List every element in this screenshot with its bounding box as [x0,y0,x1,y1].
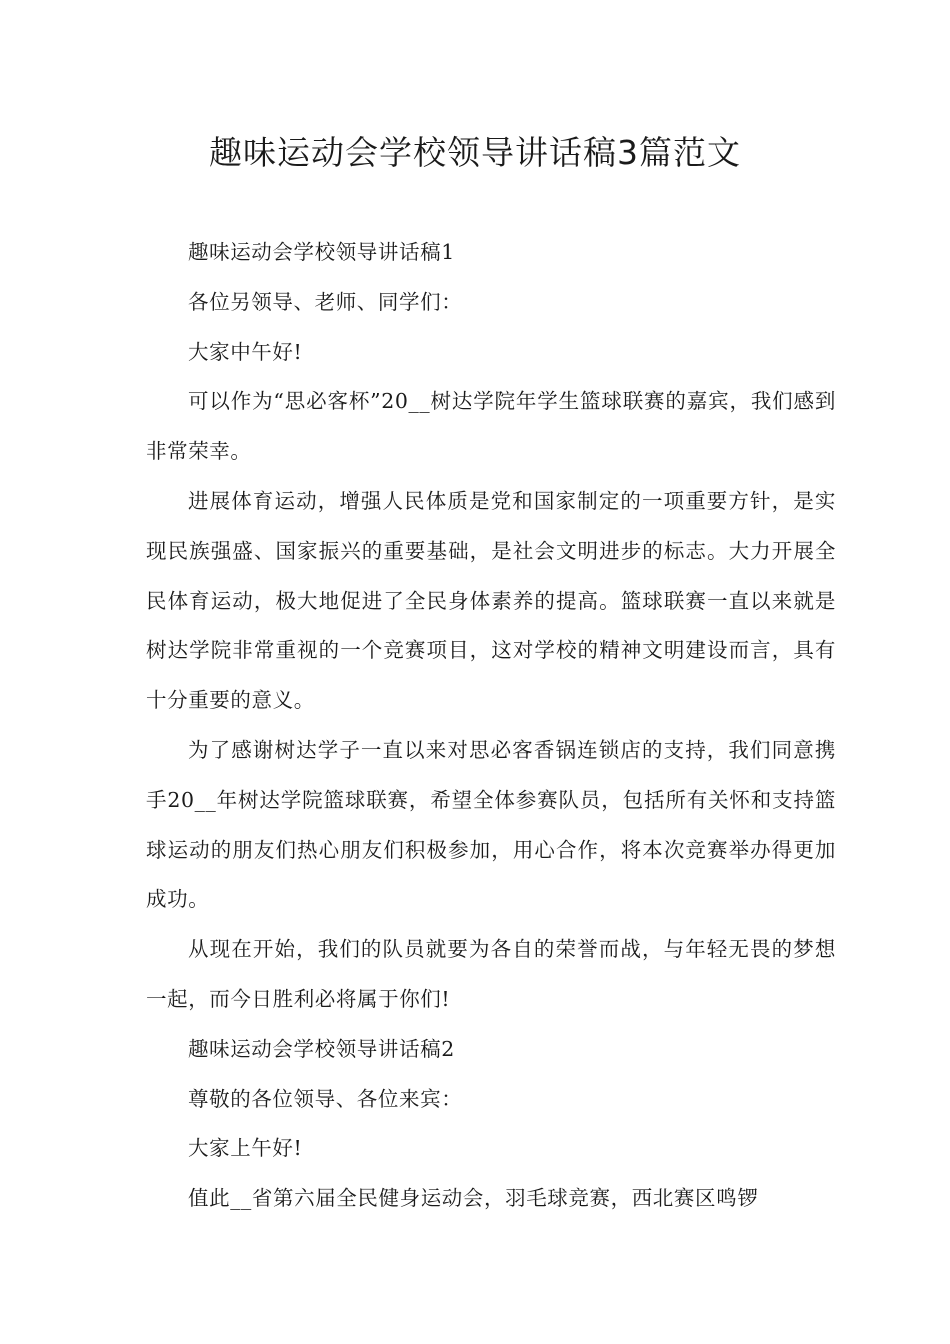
body-paragraph: 进展体育运动，增强人民体质是党和国家制定的一项重要方针，是实现民族强盛、国家振兴的重要基础，是社会文明进步的标志。大力开展全民体育运动，极大地促进了全民身体素养的提高。篮球联赛一直以来就是树达学院非常重视的一个竞赛项目，这对学校的精神文明建设而言，具有十分重要的意义。 [146,488,836,713]
body-paragraph: 可以作为“思必客杯”20__树达学院年学生篮球联赛的嘉宾，我们感到非常荣幸。 [146,389,836,464]
salutation-1: 各位另领导、老师、同学们： [188,289,463,314]
greeting-2: 大家上午好! [188,1136,303,1161]
greeting-1: 大家中午好! [188,339,303,364]
body-paragraph: 值此__省第六届全民健身运动会，羽毛球竞赛，西北赛区鸣锣 [188,1186,759,1211]
section-heading-1: 趣味运动会学校领导讲话稿1 [188,240,455,264]
salutation-2: 尊敬的各位领导、各位来宾： [188,1086,463,1111]
document-title: 趣味运动会学校领导讲话稿3篇范文 [209,133,741,172]
body-paragraph: 为了感谢树达学子一直以来对思必客香锅连锁店的支持，我们同意携手20__年树达学院篮球联赛，希望全体参赛队员，包括所有关怀和支持篮球运动的朋友们热心朋友们积极参加，用心合作，将本次竞赛举办得更加成功。 [146,737,836,912]
document-body [146,228,836,1224]
body-paragraph: 从现在开始，我们的队员就要为各自的荣誉而战，与年轻无畏的梦想一起，而今日胜利必将属于你们! [146,937,836,1011]
section-heading-2: 趣味运动会学校领导讲话稿2 [188,1036,455,1061]
